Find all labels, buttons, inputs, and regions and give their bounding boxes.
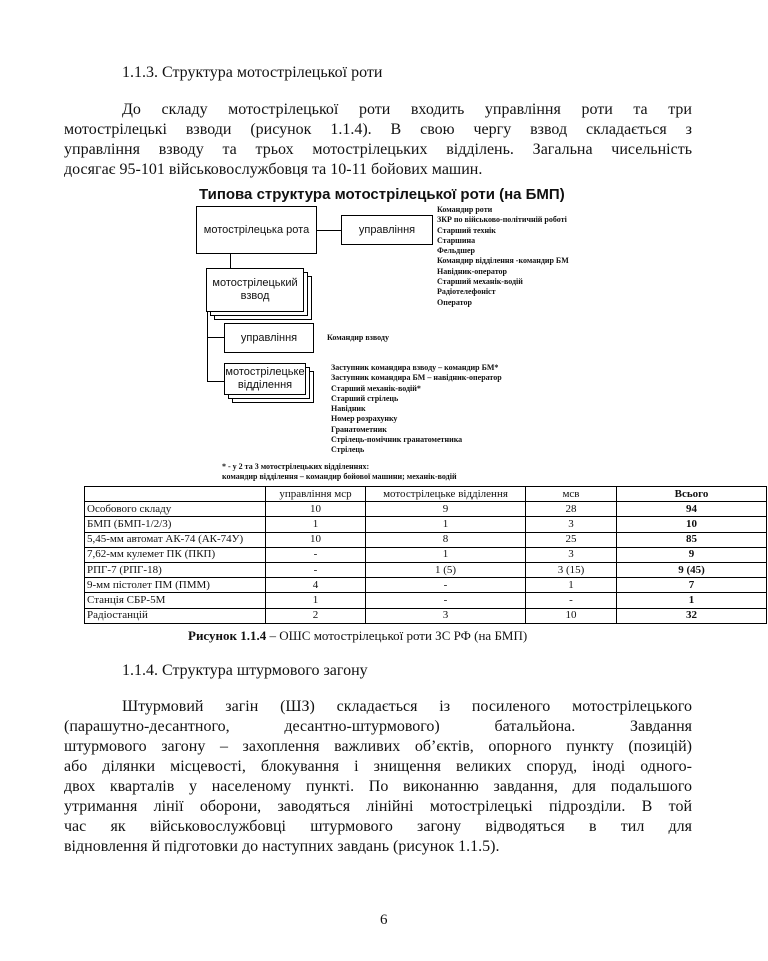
table-row — [85, 502, 767, 517]
table-row — [85, 517, 767, 532]
role-item: Командир роти — [437, 205, 493, 214]
connector-line — [207, 381, 224, 382]
table-cell: 10 — [266, 502, 366, 517]
table-cell: 1 — [617, 593, 767, 608]
table-cell: 94 — [617, 502, 767, 517]
platoon-management-roles — [327, 333, 389, 343]
table-cell: 3 (15) — [526, 562, 617, 577]
table-header-cell: мсв — [526, 487, 617, 502]
section-heading-1-1-4: 1.1.4. Структура штурмового загону — [122, 662, 368, 679]
table-cell: 7 — [617, 578, 767, 593]
note-line: * - у 2 та 3 мотострілецьких відділеннях: — [222, 462, 370, 471]
role-item: Заступник командира взводу – командир БМ* — [331, 363, 499, 372]
company-box: мотострілецька рота — [196, 206, 317, 254]
table-cell: Радіостанцій — [85, 608, 266, 623]
table-cell: БМП (БМП-1/2/3) — [85, 517, 266, 532]
paragraph-line: відновлення й підготовки до наступних завдань (рисунок 1.1.5). — [64, 838, 500, 855]
table-cell: 10 — [266, 532, 366, 547]
paragraph-line: (парашутно-десантного, десантно-штурмового) батальйона. Завдання — [64, 718, 692, 735]
squad-roles — [331, 363, 502, 456]
table-header-cell: мотострілецьке відділення — [366, 487, 526, 502]
role-item: Радіотелефоніст — [437, 287, 496, 297]
table-row — [85, 562, 767, 577]
table-header-row — [85, 487, 767, 502]
table-row — [85, 578, 767, 593]
table-cell: 7,62-мм кулемет ПК (ПКП) — [85, 547, 266, 562]
role-item: Заступник командира БМ – навідник-оператор — [331, 373, 502, 383]
table-cell: 1 — [266, 517, 366, 532]
table-row — [85, 547, 767, 562]
role-item: Старший механік-водій* — [331, 383, 421, 393]
figure-caption-label: Рисунок 1.1.4 — [188, 628, 267, 643]
table-cell: 85 — [617, 532, 767, 547]
section-1-1-3-paragraph — [64, 100, 692, 180]
figure-caption-text: – ОШС мотострілецької роти ЗС РФ (на БМП) — [266, 628, 528, 643]
table-cell: Особового складу — [85, 502, 266, 517]
table-cell: - — [266, 562, 366, 577]
role-item: Навідник — [331, 404, 366, 414]
table-cell: 5,45-мм автомат АК-74 (АК-74У) — [85, 532, 266, 547]
squad-box: мотострілецьке відділення — [224, 363, 306, 395]
platoon-box: мотострілецький взвод — [206, 268, 304, 312]
role-item: Стрілець-помічник гранатометника — [331, 435, 463, 445]
table-cell: 10 — [617, 517, 767, 532]
role-item: Командир відділення -командир БМ — [437, 256, 569, 266]
table-cell: 9-мм пістолет ПМ (ПММ) — [85, 578, 266, 593]
connector-line — [207, 312, 208, 382]
table-cell: 1 (5) — [366, 562, 526, 577]
role-item: Командир взводу — [327, 333, 389, 342]
diagram-note — [222, 462, 457, 482]
paragraph-line: До складу мотострілецької роти входить управління роти та три — [122, 101, 692, 118]
paragraph-line: Штурмовий загін (ШЗ) складається із посиленого мотострілецького — [122, 698, 692, 715]
role-item: Стрілець — [331, 445, 365, 455]
table-cell: - — [366, 578, 526, 593]
paragraph-line: утримання лінії оборони, заводяться лінійні мотострілецькі підрозділи. В той — [64, 798, 692, 815]
connector-line — [230, 254, 231, 268]
table-cell: 9 — [617, 547, 767, 562]
paragraph-line: досягає 95-101 військовослужбовця та 10-11 бойових машин. — [64, 161, 483, 178]
table-cell: 9 (45) — [617, 562, 767, 577]
table-cell: 4 — [266, 578, 366, 593]
company-management-roles — [437, 205, 569, 308]
company-management-box: управління — [341, 215, 433, 245]
role-item: Номер розрахунку — [331, 414, 398, 424]
table-cell: 1 — [366, 517, 526, 532]
page-number: 6 — [380, 912, 388, 928]
table-cell: Станція СБР-5М — [85, 593, 266, 608]
table-cell: 3 — [526, 547, 617, 562]
table-cell: 3 — [366, 608, 526, 623]
table-row — [85, 593, 767, 608]
table-cell: 1 — [266, 593, 366, 608]
table-row — [85, 532, 767, 547]
table-header-cell — [85, 487, 266, 502]
table-cell: 1 — [366, 547, 526, 562]
section-1-1-4-paragraph — [64, 697, 692, 857]
platoon-management-box: управління — [224, 323, 314, 353]
role-item: Навідник-оператор — [437, 266, 507, 276]
table-cell: - — [526, 593, 617, 608]
role-item: Старший механік-водій — [437, 277, 523, 287]
paragraph-line: двох кварталів у населеному пункті. По виконанню завдання, для подальшого — [64, 778, 692, 795]
role-item: ЗКР по військово-політичній роботі — [437, 215, 567, 225]
staff-table — [84, 486, 767, 624]
table-cell: РПГ-7 (РПГ-18) — [85, 562, 266, 577]
table-header-cell: управління мср — [266, 487, 366, 502]
table-cell: 1 — [526, 578, 617, 593]
table-cell: 28 — [526, 502, 617, 517]
connector-line — [317, 230, 341, 231]
paragraph-line: або ділянки місцевості, блокування і знищення великих споруд, іноді одного- — [64, 758, 692, 775]
section-heading-1-1-3: 1.1.3. Структура мотострілецької роти — [122, 64, 383, 81]
paragraph-line: управління взводу та трьох мотострілецьких відділень. Загальна чисельність — [64, 141, 692, 158]
table-cell: - — [366, 593, 526, 608]
table-cell: 2 — [266, 608, 366, 623]
figure-caption — [188, 628, 527, 644]
table-cell: 32 — [617, 608, 767, 623]
table-cell: 25 — [526, 532, 617, 547]
table-header-cell: Всього — [617, 487, 767, 502]
diagram-title: Типова структура мотострілецької роти (на БМП) — [199, 186, 565, 203]
role-item: Гранатометник — [331, 424, 387, 434]
role-item: Старшина — [437, 235, 476, 245]
table-cell: 3 — [526, 517, 617, 532]
note-line: командир відділення – командир бойової машини; механік-водій — [222, 472, 457, 481]
connector-line — [207, 337, 224, 338]
paragraph-line: штурмового загону – захоплення важливих об’єктів, опорного пункту (позицій) — [64, 738, 692, 755]
role-item: Старший технік — [437, 225, 496, 235]
table-cell: 10 — [526, 608, 617, 623]
table-cell: - — [266, 547, 366, 562]
paragraph-line: час як військовослужбовці штурмового загону відводяться в тил для — [64, 818, 692, 835]
table-cell: 9 — [366, 502, 526, 517]
role-item: Оператор — [437, 297, 472, 307]
table-row — [85, 608, 767, 623]
table-cell: 8 — [366, 532, 526, 547]
paragraph-line: мотострілецькі взводи (рисунок 1.1.4). В свою чергу взвод складається з — [64, 121, 692, 138]
role-item: Старший стрілець — [331, 393, 399, 403]
role-item: Фельдшер — [437, 246, 475, 256]
